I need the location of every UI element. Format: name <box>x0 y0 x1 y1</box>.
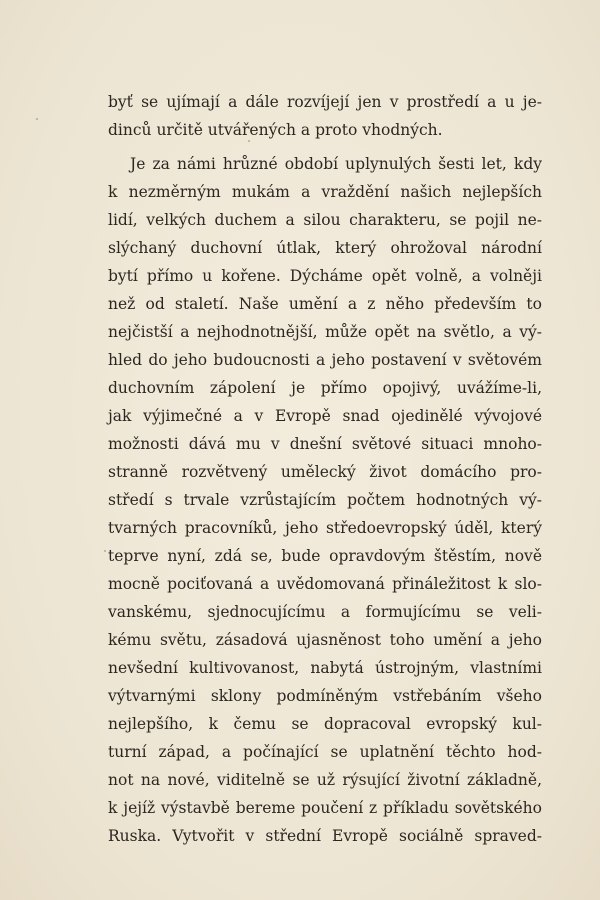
text-line: možnosti dává mu v dnešní světové situaci mnoho- <box>108 435 542 453</box>
text-line: teprve nyní, zdá se, bude opravdovým štěstím, nově <box>108 547 542 565</box>
text-line: nejlepšího, k čemu se dopracoval evropský kul- <box>108 715 542 733</box>
text-line: turní západ, a počínající se uplatnění těchto hod- <box>108 743 542 761</box>
text-line: mocně pociťovaná a uvědomovaná přináležitost k slo- <box>108 575 542 593</box>
paper-speck <box>104 550 106 552</box>
text-line: středí s trvale vzrůstajícím počtem hodnotných vý- <box>108 491 542 509</box>
text-line: nevšední kultivovanost, nabytá ústrojným, vlastními <box>108 659 542 677</box>
text-line: duchovním zápolení je přímo opojivý, uvážíme-li, <box>108 379 542 397</box>
text-line: jak výjimečné a v Evropě snad ojedinělé vývojové <box>108 407 542 425</box>
text-line: not na nové, viditelně se už rýsující životní základně, <box>108 771 542 789</box>
paper-speck <box>36 118 38 120</box>
text-line: výtvarnými sklony podmíněným vstřebáním všeho <box>108 687 542 705</box>
text-line: lidí, velkých duchem a silou charakteru, se pojil ne- <box>108 211 542 229</box>
text-line: nejčistší a nejhodnotnější, může opět na světlo, a vý- <box>108 323 542 341</box>
text-line: Je za námi hrůzné období uplynulých šesti let, kdy <box>130 155 542 173</box>
text-line: Ruska. Vytvořit v střední Evropě sociálně spraved- <box>108 827 542 845</box>
text-line: kému světu, zásadová ujasněnost toho umění a jeho <box>108 631 542 649</box>
text-line: bytí přímo u kořene. Dýcháme opět volně, a volněji <box>108 267 542 285</box>
body-text <box>108 88 542 850</box>
text-line: tvarných pracovníků, jeho středoevropský úděl, který <box>108 519 542 537</box>
text-line: vanskému, sjednocujícímu a formujícímu se veli- <box>108 603 542 621</box>
text-line: než od staletí. Naše umění a z něho především to <box>108 295 542 313</box>
text-line: stranně rozvětvený umělecký život domácího pro- <box>108 463 542 481</box>
text-line: k jejíž výstavbě bereme poučení z příkladu sovětského <box>108 799 542 817</box>
text-line: byť se ujímají a dále rozvíjejí jen v prostředí a u je- <box>108 93 542 111</box>
text-line: hled do jeho budoucnosti a jeho postavení v světovém <box>108 351 542 369</box>
text-line: k nezměrným mukám a vraždění našich nejlepších <box>108 183 542 201</box>
text-line: slýchaný duchovní útlak, který ohrožoval národní <box>108 239 542 257</box>
text-line: dinců určitě utvářených a proto vhodných. <box>108 121 443 139</box>
